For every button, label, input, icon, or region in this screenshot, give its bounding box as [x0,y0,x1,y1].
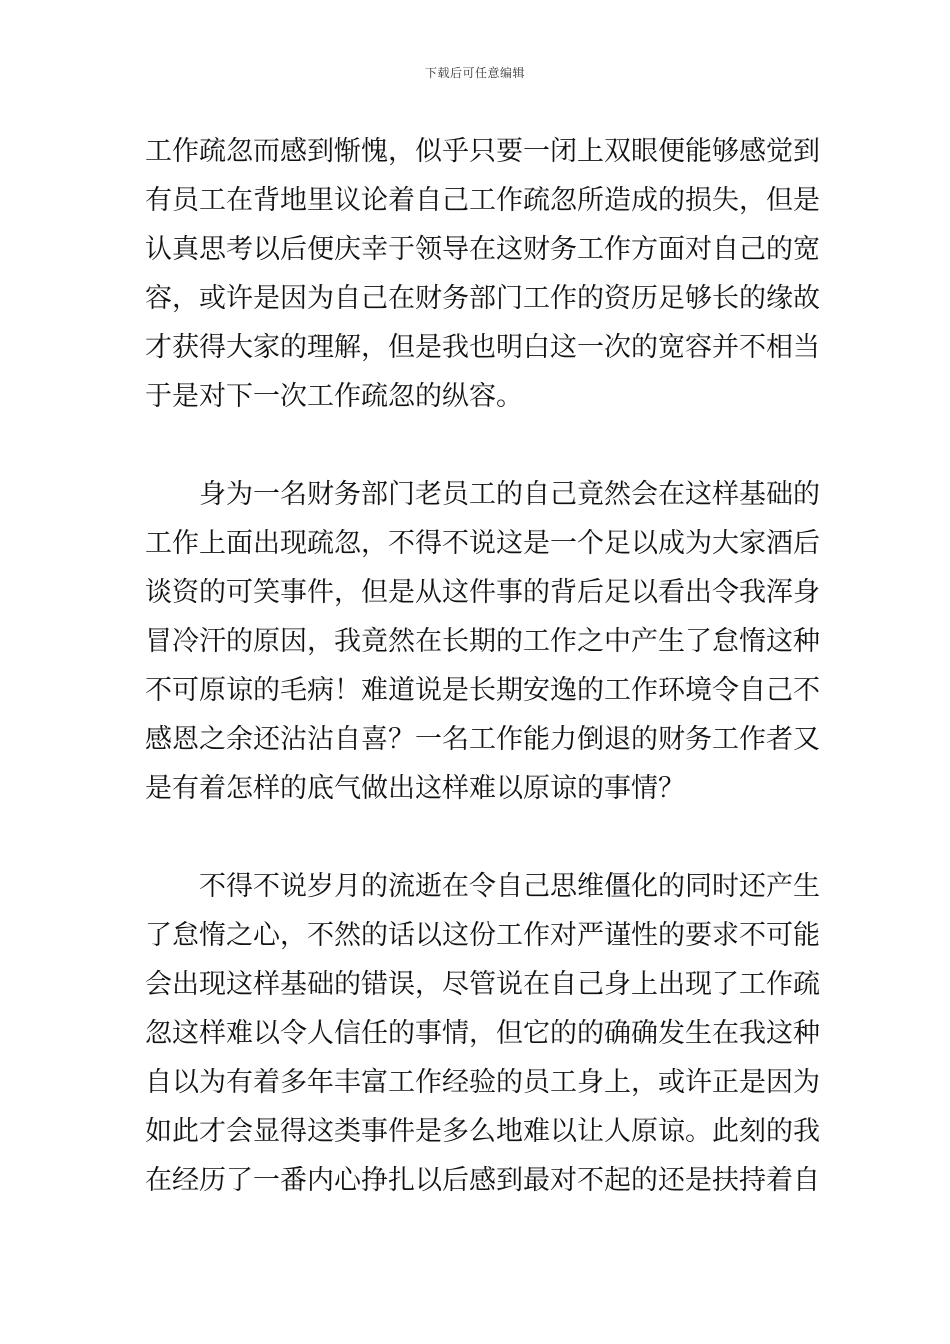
paragraph-1-line-6: 于是对下一次工作疏忽的纵容。 [145,381,523,412]
paragraph-3-line-2: 了怠惰之心，不然的话以这份工作对严谨性的要求不可能 [145,920,820,951]
paragraph-1-line-1: 工作疏忽而感到惭愧，似乎只要一闭上双眼便能够感觉到 [145,136,820,167]
paragraph-1-line-3: 认真思考以后便庆幸于领导在这财务工作方面对自己的宽 [145,234,820,265]
paragraph-2-line-5: 不可原谅的毛病！难道说是长期安逸的工作环境令自己不 [145,675,820,706]
paragraph-gap [145,813,825,862]
paragraph-2-line-6: 感恩之余还沾沾自喜？一名工作能力倒退的财务工作者又 [145,724,820,755]
paragraph-2-line-3: 谈资的可笑事件，但是从这件事的背后足以看出令我浑身 [145,577,820,608]
paragraph-2-line-7: 是有着怎样的底气做出这样难以原谅的事情？ [145,773,685,804]
paragraph-3-line-1: 不得不说岁月的流逝在令自己思维僵化的同时还产生 [199,871,820,902]
paragraph-gap [145,421,825,470]
document-body [145,127,825,1205]
paragraph-1-line-2: 有员工在背地里议论着自己工作疏忽所造成的损失，但是 [145,185,820,216]
paragraph-3-line-5: 自以为有着多年丰富工作经验的员工身上，或许正是因为 [145,1067,820,1098]
page-header: 下载后可任意编辑 [424,66,525,80]
paragraph-3-line-3: 会出现这样基础的错误，尽管说在自己身上出现了工作疏 [145,969,820,1000]
paragraph-1-line-5: 才获得大家的理解，但是我也明白这一次的宽容并不相当 [145,332,820,363]
paragraph-2-line-2: 工作上面出现疏忽，不得不说这是一个足以成为大家酒后 [145,528,820,559]
paragraph-2-line-4: 冒冷汗的原因，我竟然在长期的工作之中产生了怠惰这种 [145,626,820,657]
paragraph-2-line-1: 身为一名财务部门老员工的自己竟然会在这样基础的 [199,479,820,510]
paragraph-3-line-7: 在经历了一番内心挣扎以后感到最对不起的还是扶持着自 [145,1165,820,1196]
paragraph-3-line-4: 忽这样难以令人信任的事情，但它的的确确发生在我这种 [145,1018,820,1049]
paragraph-3-line-6: 如此才会显得这类事件是多么地难以让人原谅。此刻的我 [145,1116,820,1147]
paragraph-1-line-4: 容，或许是因为自己在财务部门工作的资历足够长的缘故 [145,283,820,314]
